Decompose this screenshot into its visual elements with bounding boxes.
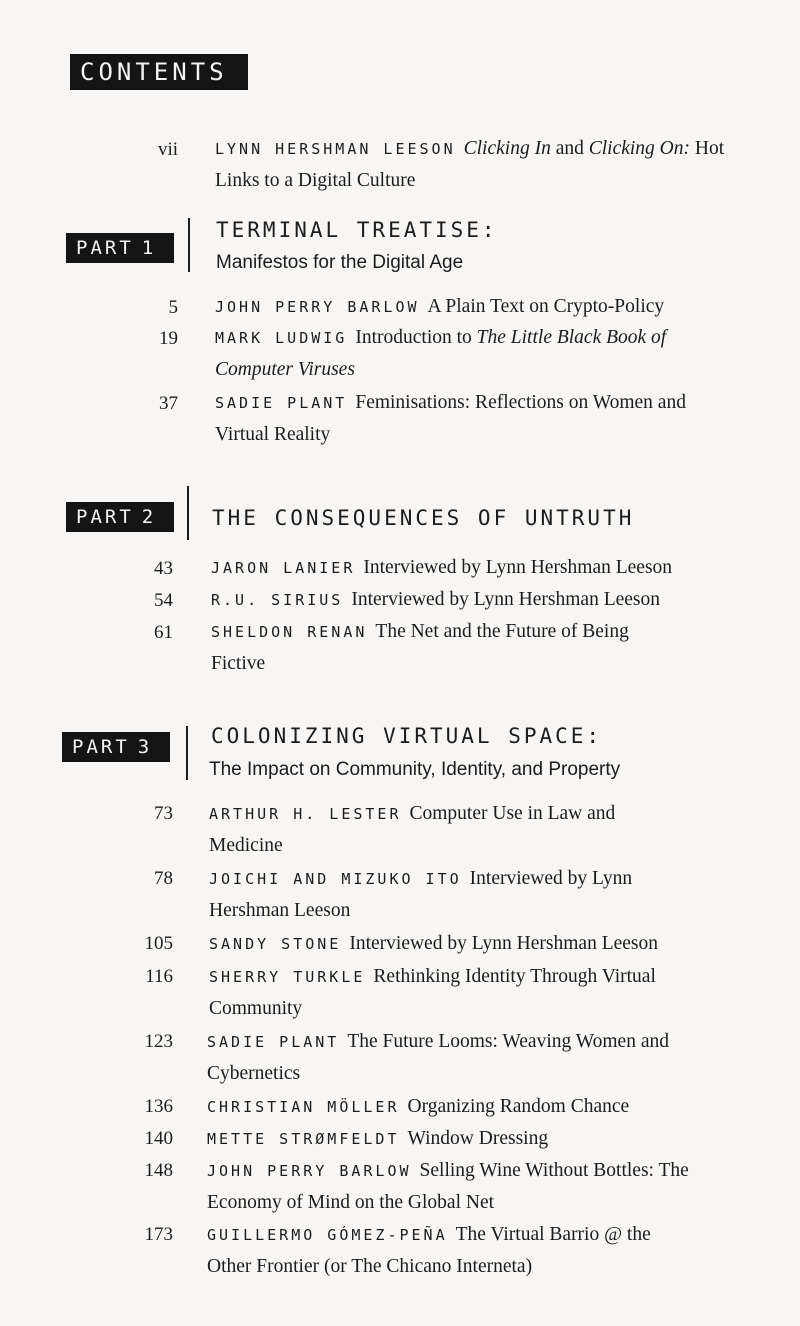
entry-title: The Net and the Future of Being Fictive — [211, 621, 629, 674]
entry-author: ARTHUR H. LESTER — [209, 805, 402, 823]
part-3-entry-4 — [209, 961, 739, 1024]
part-1-entry-3-page: 37 — [159, 393, 178, 414]
entry-title: Window Dressing — [407, 1128, 549, 1149]
entry-title: Organizing Random Chance — [407, 1096, 630, 1117]
part-3-entry-6-page: 136 — [144, 1096, 173, 1117]
part-2-label: PART — [76, 506, 134, 528]
part-1-title: TERMINAL TREATISE: — [216, 218, 498, 242]
part-3-entry-2-page: 78 — [154, 868, 173, 889]
part-1-divider — [188, 218, 190, 272]
entry-author: GUILLERMO GÓMEZ-PEÑA — [207, 1226, 448, 1244]
entry-author: JOHN PERRY BARLOW — [207, 1162, 412, 1180]
intro-page-number: vii — [157, 139, 178, 160]
entry-title: Rethinking Identity Through Virtual Community — [209, 966, 656, 1019]
part-1-entry-1 — [215, 291, 735, 323]
entry-author: R.U. SIRIUS — [211, 591, 344, 609]
part-3-entry-8-page: 148 — [144, 1160, 173, 1181]
entry-author: JARON LANIER — [211, 559, 356, 577]
entry-title-italic: The Little Black Book of Computer Viruses — [215, 327, 667, 380]
entry-title: Interviewed by Lynn Hershman Leeson — [351, 589, 661, 610]
part-2-entry-2-page: 54 — [154, 590, 173, 611]
part-3-label: PART — [72, 736, 130, 758]
entry-author: CHRISTIAN MÖLLER — [207, 1098, 400, 1116]
part-3-subtitle: The Impact on Community, Identity, and Property — [209, 759, 621, 780]
intro-title-part-4: Hot Links to a Digital Culture — [215, 138, 725, 191]
part-3-entry-3 — [209, 928, 749, 960]
part-2-entry-3 — [211, 616, 631, 679]
part-2-divider — [187, 486, 189, 540]
part-2-entry-2 — [211, 584, 731, 616]
part-3-entry-5-page: 123 — [144, 1031, 173, 1052]
entry-author: JOHN PERRY BARLOW — [215, 298, 420, 316]
part-1-badge — [66, 233, 174, 263]
intro-author: LYNN HERSHMAN LEESON — [215, 140, 456, 158]
intro-title-part-3: Clicking On: — [588, 138, 691, 159]
part-3-entry-3-page: 105 — [144, 933, 173, 954]
part-3-entry-5 — [207, 1026, 697, 1089]
entry-title: Selling Wine Without Bottles: The Economy of Mind on the Global Net — [207, 1160, 689, 1213]
entry-author: METTE STRØMFELDT — [207, 1130, 400, 1148]
intro-title-part-2: and — [550, 138, 589, 159]
part-3-entry-7 — [207, 1123, 747, 1155]
part-3-entry-2 — [209, 863, 679, 926]
entry-author: SHELDON RENAN — [211, 623, 368, 641]
part-1-number: 1 — [141, 237, 157, 259]
part-3-title: COLONIZING VIRTUAL SPACE: — [211, 724, 603, 748]
entry-title: Interviewed by Lynn Hershman Leeson — [209, 868, 633, 921]
entry-author: SANDY STONE — [209, 935, 342, 953]
entry-title: Introduction to — [355, 327, 472, 348]
part-3-entry-6 — [207, 1091, 747, 1123]
part-3-entry-8 — [207, 1155, 737, 1218]
entry-author: JOICHI AND MIZUKO ITO — [209, 870, 462, 888]
part-2-entry-3-page: 61 — [154, 622, 173, 643]
intro-title-part-1: Clicking In — [463, 138, 551, 159]
part-3-divider — [186, 726, 188, 780]
entry-title: The Virtual Barrio @ the Other Frontier (or The Chicano Interneta) — [207, 1224, 651, 1277]
entry-title: Computer Use in Law and Medicine — [209, 803, 616, 856]
entry-author: SHERRY TURKLE — [209, 968, 366, 986]
part-2-number: 2 — [141, 506, 157, 528]
entry-title: Interviewed by Lynn Hershman Leeson — [363, 557, 673, 578]
part-3-entry-7-page: 140 — [144, 1128, 173, 1149]
part-1-label: PART — [76, 237, 134, 259]
part-1-entry-3 — [215, 387, 735, 450]
entry-title: Feminisations: Reflections on Women and Virtual Reality — [215, 392, 686, 445]
part-2-entry-1 — [211, 552, 731, 584]
entry-author: SADIE PLANT — [215, 394, 348, 412]
part-3-entry-1 — [209, 798, 679, 861]
entry-title: Interviewed by Lynn Hershman Leeson — [349, 933, 659, 954]
part-3-entry-9 — [207, 1219, 687, 1282]
part-1-entry-2 — [215, 322, 695, 385]
part-3-number: 3 — [137, 736, 153, 758]
part-2-title: THE CONSEQUENCES OF UNTRUTH — [212, 506, 635, 530]
part-1-entry-1-page: 5 — [168, 297, 178, 318]
part-2-badge — [66, 502, 174, 532]
entry-author: SADIE PLANT — [207, 1033, 340, 1051]
entry-title: The Future Looms: Weaving Women and Cybernetics — [207, 1031, 669, 1084]
part-3-entry-4-page: 116 — [145, 966, 173, 987]
part-2-entry-1-page: 43 — [154, 558, 173, 579]
contents-heading: CONTENTS — [70, 54, 248, 90]
part-3-badge — [62, 732, 170, 762]
intro-entry — [215, 133, 735, 196]
entry-title: A Plain Text on Crypto-Policy — [427, 296, 665, 317]
part-1-entry-2-page: 19 — [159, 328, 178, 349]
entry-author: MARK LUDWIG — [215, 329, 348, 347]
part-1-subtitle: Manifestos for the Digital Age — [216, 252, 464, 273]
part-3-entry-1-page: 73 — [154, 803, 173, 824]
part-3-entry-9-page: 173 — [144, 1224, 173, 1245]
